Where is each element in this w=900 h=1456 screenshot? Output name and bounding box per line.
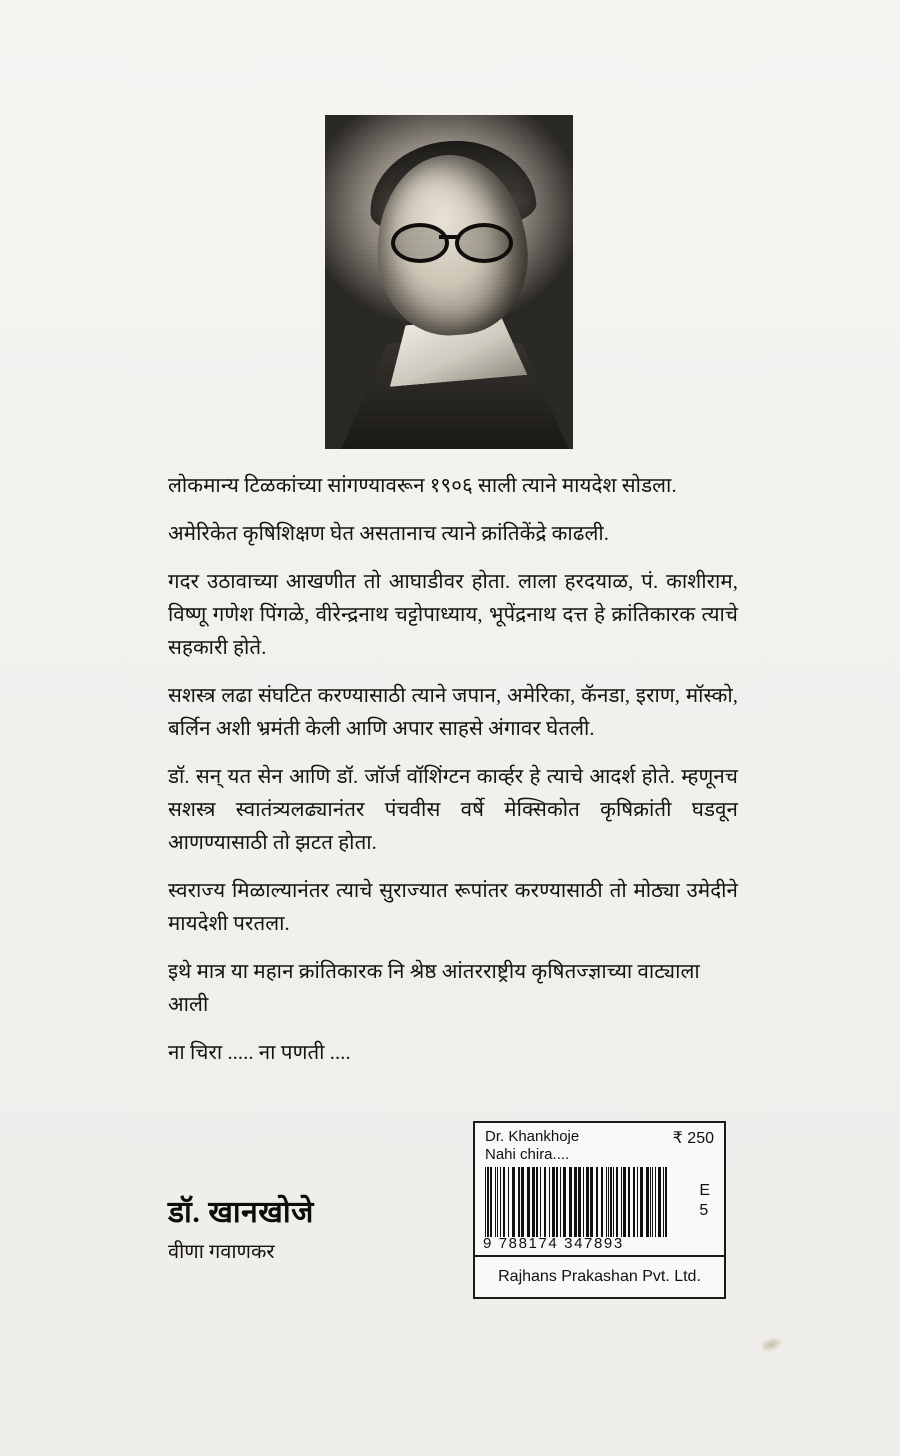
shelf-code-line-2: 5	[699, 1202, 709, 1219]
barcode-header	[475, 1123, 724, 1165]
signature-block	[168, 1190, 314, 1264]
blurb-paragraph: सशस्त्र लढा संघटित करण्यासाठी त्याने जपान, अमेरिका, कॅनडा, इराण, मॉस्को, बर्लिन अशी भ्रमंती केली आणि अपार साहसे अंगावर घेतली.	[168, 685, 738, 740]
blurb-paragraph: स्वराज्य मिळाल्यानंतर त्याचे सुराज्यात रूपांतर करण्यासाठी तो मोठ्या उमेदीने मायदेशी परतला.	[168, 880, 738, 935]
publisher-row	[475, 1255, 724, 1297]
shelf-code	[699, 1181, 710, 1221]
barcode-bars	[485, 1167, 671, 1237]
publisher-name: Rajhans Prakashan Pvt. Ltd.	[498, 1268, 701, 1285]
shelf-code-line-1: E	[699, 1182, 710, 1199]
author-portrait	[325, 115, 573, 449]
isbn-digits: 9 788174 347893	[483, 1235, 624, 1252]
blurb-paragraph: इथे मात्र या महान क्रांतिकारक नि श्रेष्ठ आंतरराष्ट्रीय कृषितज्ज्ञाच्या वाट्याला आली	[168, 961, 700, 1016]
paper-blemish	[760, 1334, 785, 1354]
spectacles-icon	[389, 223, 515, 257]
author-name: वीणा गवाणकर	[168, 1241, 275, 1263]
blurb-closing-line: ना चिरा ..... ना पणती ....	[168, 1042, 351, 1064]
barcode-book-line-1: Dr. Khankhoje	[485, 1128, 580, 1145]
barcode-book-line-2: Nahi chira....	[485, 1146, 570, 1163]
barcode-body	[475, 1165, 724, 1257]
blurb-paragraph: डॉ. सन् यत सेन आणि डॉ. जॉर्ज वॉशिंग्टन कार्व्हर हे त्याचे आदर्श होते. म्हणूनच सशस्त्र स्वातंत्र्यलढ्यानंतर पंचवीस वर्षे मेक्सिकोत कृषिक्रांती घडवून आणण्यासाठी तो झटत होता.	[168, 766, 738, 854]
book-title: डॉ. खानखोजे	[168, 1196, 314, 1229]
blurb-paragraph: लोकमान्य टिळकांच्या सांगण्यावरून १९०६ साली त्याने मायदेश सोडला.	[168, 475, 677, 497]
blurb-text	[168, 470, 738, 1085]
price-label: ₹ 250	[672, 1130, 714, 1147]
blurb-paragraph: गदर उठावाच्या आखणीत तो आघाडीवर होता. लाला हरदयाळ, पं. काशीराम, विष्णू गणेश पिंगळे, वीरेन्द्रनाथ चट्टोपाध्याय, भूपेंद्रनाथ दत्त हे क्रांतिकारक त्याचे सहकारी होते.	[168, 571, 738, 659]
barcode-panel	[473, 1121, 726, 1299]
blurb-paragraph: अमेरिकेत कृषिशिक्षण घेत असतानाच त्याने क्रांतिकेंद्रे काढली.	[168, 523, 610, 545]
